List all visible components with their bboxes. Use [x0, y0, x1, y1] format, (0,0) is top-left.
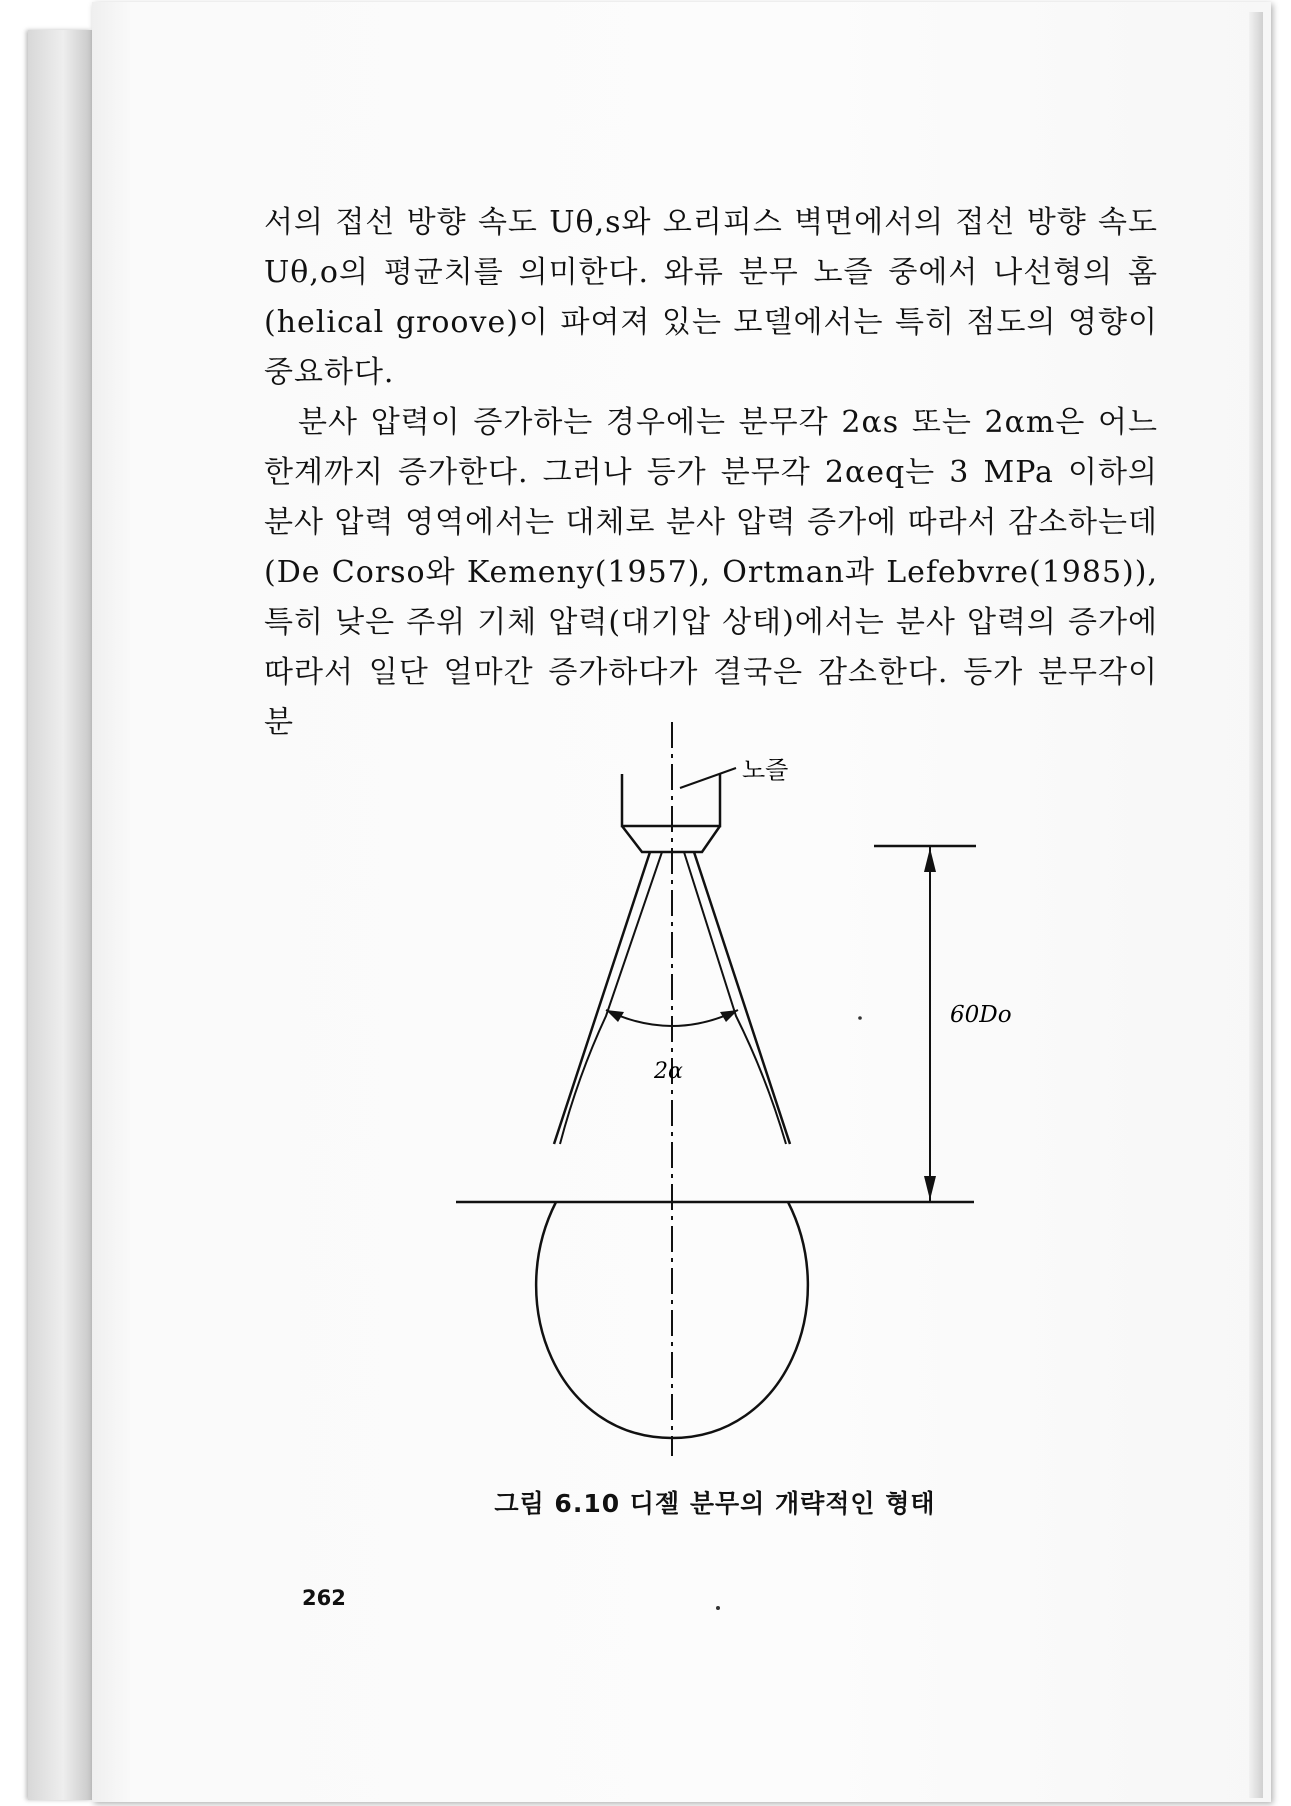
spray-diagram [440, 716, 1012, 1456]
paragraph-2: 분사 압력이 증가하는 경우에는 분무각 2αs 또는 2αm은 어느 한계까지 증가한다. 그러나 등가 분무각 2αeq는 3 MPa 이하의 분사 압력 영역에서는 대체로 분사 압력 증가에 따라서 감소하는데(De Corso와 Kemeny(1957), Ortman과 Lefebvre(1985)), 특히 낮은 주위 기체 압력(대기압 상태)에서는 분사 압력의 증가에 따라서 일단 얼마간 증가하다가 결국은 감소한다. 등가 분무각이 분 [264, 405, 1158, 740]
page-number: 262 [302, 1586, 346, 1610]
nozzle-label: 노즐 [742, 756, 789, 784]
dimension-arrow-top [924, 848, 936, 872]
figure-caption: 그림 6.10 디젤 분무의 개략적인 형태 [494, 1489, 936, 1518]
angle-label: 2α [654, 1059, 683, 1084]
diesel-spray-figure [440, 716, 1012, 1456]
spray-cone-left [560, 852, 662, 1144]
spray-cone-right [684, 852, 786, 1144]
spray-outer-edge-right [694, 852, 790, 1144]
body-text [264, 198, 1158, 748]
stray-dot [716, 1606, 720, 1610]
book-spine [28, 30, 92, 1800]
dimension-arrow-bottom [924, 1176, 936, 1200]
distance-label: 60Do [950, 1002, 1012, 1028]
arc-arrow-left [606, 1010, 624, 1022]
page-edge [1249, 12, 1263, 1798]
stray-mark [858, 1016, 862, 1020]
nozzle-leader-line [680, 768, 736, 788]
spray-outer-edge-left [554, 852, 650, 1144]
paragraph-1: 서의 접선 방향 속도 Uθ,s와 오리피스 벽면에서의 접선 방향 속도 Uθ,o의 평균치를 의미한다. 와류 분무 노즐 중에서 나선형의 홈(helical groove)이 파여져 있는 모델에서는 특히 점도의 영향이 중요하다. [264, 205, 1158, 390]
